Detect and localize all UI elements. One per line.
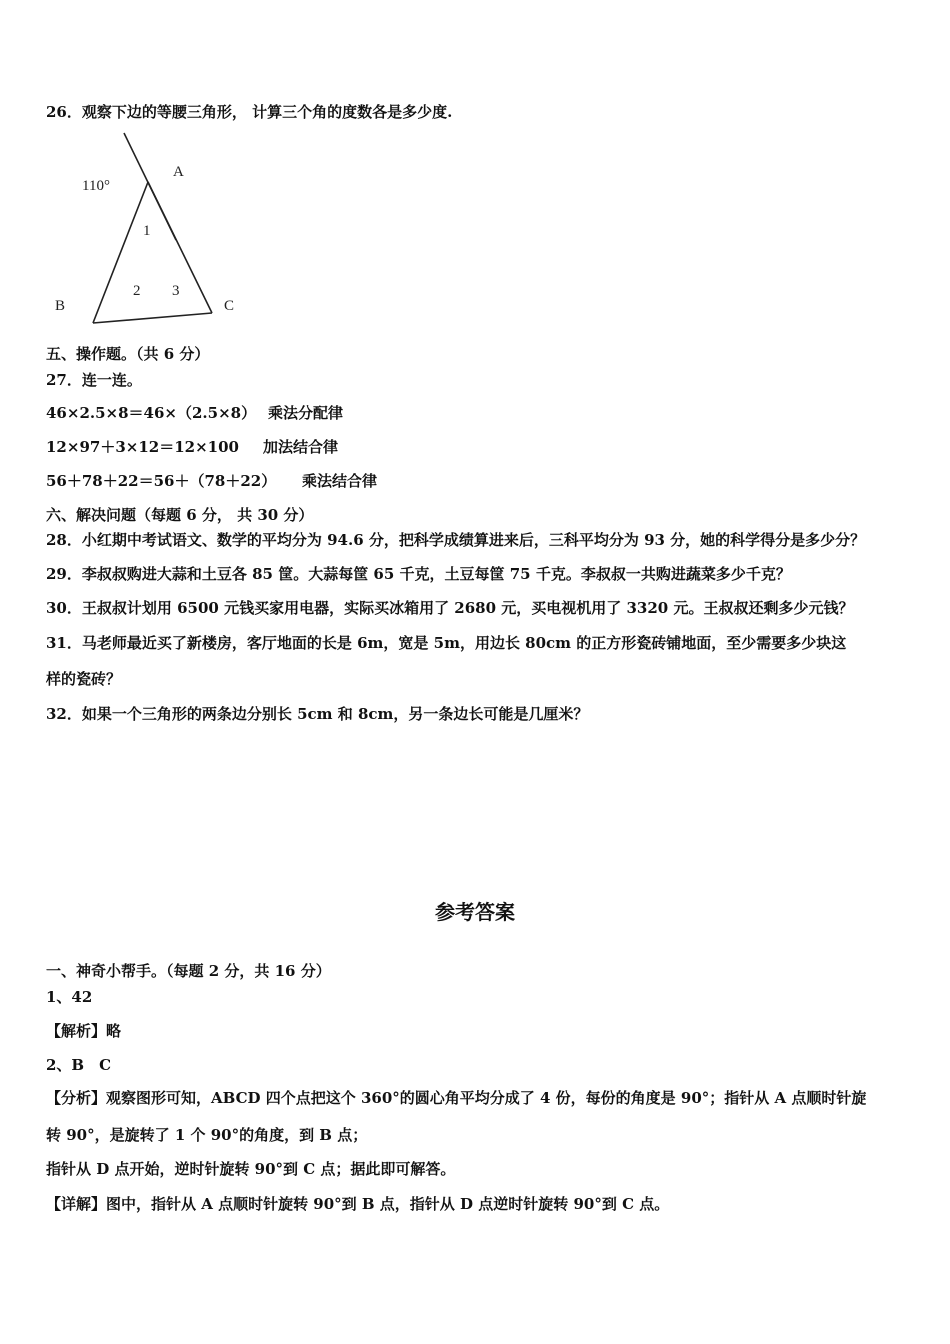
equation-1: 46×2.5×8＝46×（2.5×8） [46, 404, 257, 422]
equation-2: 12×97＋3×12＝12×100 [46, 438, 239, 456]
side-bc [93, 313, 212, 323]
answer-2-analysis-line-3: 指针从 D 点开始，逆时针旋转 90°到 C 点；据此即可解答。 [46, 1160, 456, 1178]
answer-1-analysis: 【解析】略 [46, 1022, 122, 1040]
answer-1: 1、42 [46, 988, 93, 1006]
law-1: 乘法分配律 [268, 404, 344, 422]
triangle-diagram [46, 128, 256, 333]
answers-title: 参考答案 [435, 900, 515, 924]
answer-2: 2、B C [46, 1056, 112, 1074]
law-2: 加法结合律 [263, 438, 339, 456]
answers-section-1: 一、神奇小帮手。（每题 2 分，共 16 分） [46, 962, 331, 980]
answer-2-analysis-line-1: 【分析】观察图形可知，ABCD 四个点把这个 360°的圆心角平均分成了 4 份，每份的角度是 90°；指针从 A 点顺时针旋 [46, 1089, 867, 1107]
gap-mark [133, 194, 137, 208]
vertex-c-label: C [224, 298, 235, 314]
question-32: 32．如果一个三角形的两条边分别长 5cm 和 8cm，另一条边长可能是几厘米？ [46, 705, 589, 723]
section-6-heading: 六、解决问题（每题 6 分， 共 30 分） [46, 506, 314, 524]
angle-1-label: 1 [143, 223, 151, 239]
question-31-line-1: 31．马老师最近买了新楼房，客厅地面的长是 6m，宽是 5m，用边长 80cm 的正方形瓷砖铺地面，至少需要多少块这 [46, 634, 847, 652]
vertex-a-label: A [173, 164, 184, 180]
angle-3-label: 3 [172, 283, 180, 299]
question-30: 30．王叔叔计划用 6500 元钱买家用电器，实际买冰箱用了 2680 元，买电视机用了 3320 元。王叔叔还剩多少元钱？ [46, 599, 854, 617]
answer-2-analysis-line-2: 转 90°，是旋转了 1 个 90°的角度，到 B 点； [46, 1126, 368, 1144]
side-ab [93, 182, 148, 323]
angle-110-label: 110° [82, 178, 110, 194]
vertex-b-label: B [55, 298, 66, 314]
equation-3: 56＋78＋22＝56＋（78＋22） [46, 472, 277, 490]
side-ac [148, 182, 212, 313]
question-31-line-2: 样的瓷砖？ [46, 670, 122, 688]
answer-2-detail: 【详解】图中，指针从 A 点顺时针旋转 90°到 B 点，指针从 D 点逆时针旋转 90°到 C 点。 [46, 1195, 670, 1213]
question-28: 28．小红期中考试语文、数学的平均分为 94.6 分，把科学成绩算进来后，三科平均分为 93 分，她的科学得分是多少分？ [46, 531, 866, 549]
angle-2-label: 2 [133, 283, 141, 299]
question-29: 29．李叔叔购进大蒜和土豆各 85 筐。大蒜每筐 65 千克，土豆每筐 75 千克。李叔叔一共购进蔬菜多少千克？ [46, 565, 791, 583]
question-27: 27．连一连。 [46, 371, 142, 389]
law-3: 乘法结合律 [302, 472, 378, 490]
question-26: 26．观察下边的等腰三角形， 计算三个角的度数各是多少度. [46, 103, 453, 121]
isosceles-triangle-figure [46, 128, 256, 333]
section-5-heading: 五、操作题。（共 6 分） [46, 345, 210, 363]
